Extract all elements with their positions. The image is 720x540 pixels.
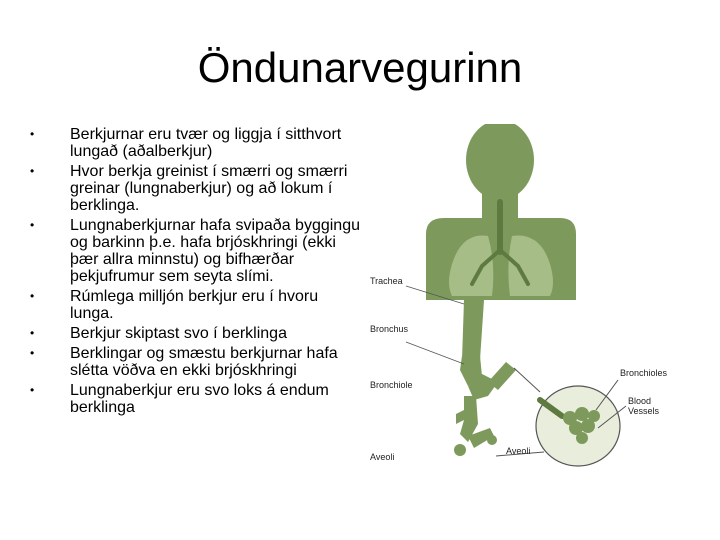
bullet-text: Rúmlega milljón berkjur eru í hvoru lunga. (70, 288, 319, 322)
enlarged-airway-tree (454, 300, 516, 456)
respiratory-diagram-svg (364, 124, 684, 484)
head-shape (466, 124, 534, 200)
alveolus-small (454, 444, 466, 456)
label-bronchus: Bronchus (370, 324, 409, 334)
bullet-dot: • (30, 164, 35, 178)
label-blood: Blood (628, 396, 652, 406)
bullet-dot: • (30, 383, 35, 397)
alveoli-zoom (406, 286, 626, 466)
slide-title: Öndunarvegurinn (197, 44, 523, 91)
alveolus-cluster-cell (576, 432, 588, 444)
bullet-dot: • (30, 289, 35, 303)
label-bronchioles: Bronchioles (620, 368, 668, 378)
bullet-text: Berkjurnar eru tvær og liggja í sitthvort lungað (aðalberkjur) (70, 126, 342, 160)
bullet-list (30, 126, 360, 419)
bullet-dot: • (30, 346, 35, 360)
bullet-text: Berkjur skiptast svo í berklinga (70, 325, 287, 342)
bullet-text: Lungnaberkjurnar hafa svipaða byggingu og barkinn þ.e. hafa brjóskhringi (ekki þær allra minnstu) og bifhærðar þekjufrumur sem seyta slími. (70, 217, 360, 285)
respiratory-tract-illustration (364, 124, 684, 484)
trachea-tube (462, 300, 484, 360)
bullet-item (30, 382, 360, 416)
alveolus-small (487, 435, 497, 445)
label-alveoli-left: Aveoli (370, 452, 395, 462)
bullet-text: Hvor berkja greinist í smærri og smærri greinar (lungnaberkjur) og að lokum í berklinga. (70, 163, 348, 214)
bullet-item (30, 217, 360, 285)
bullet-dot: • (30, 127, 35, 141)
bullet-item (30, 325, 360, 342)
bullet-item (30, 163, 360, 214)
bullet-text: Berklingar og smæstu berkjurnar hafa slétta vöðva en ekki brjóskhringi (70, 345, 338, 379)
label-vessels: Vessels (628, 406, 660, 416)
label-alveoli-right: Aveoli (506, 446, 531, 456)
bullet-item (30, 345, 360, 379)
label-trachea: Trachea (370, 276, 403, 286)
zoom-connector-line (514, 368, 540, 392)
alveolus-cluster-cell (588, 410, 600, 422)
bullet-item (30, 288, 360, 322)
bronchus-pointer-line (406, 342, 464, 364)
bullet-item (30, 126, 360, 160)
bullet-dot: • (30, 326, 35, 340)
bronchiole-side-twig (456, 410, 464, 424)
label-bronchiole: Bronchiole (370, 380, 413, 390)
bullet-text: Lungnaberkjur eru svo loks á endum berklinga (70, 382, 329, 416)
bullet-dot: • (30, 218, 35, 232)
alveolus-cluster-cell (575, 407, 589, 421)
